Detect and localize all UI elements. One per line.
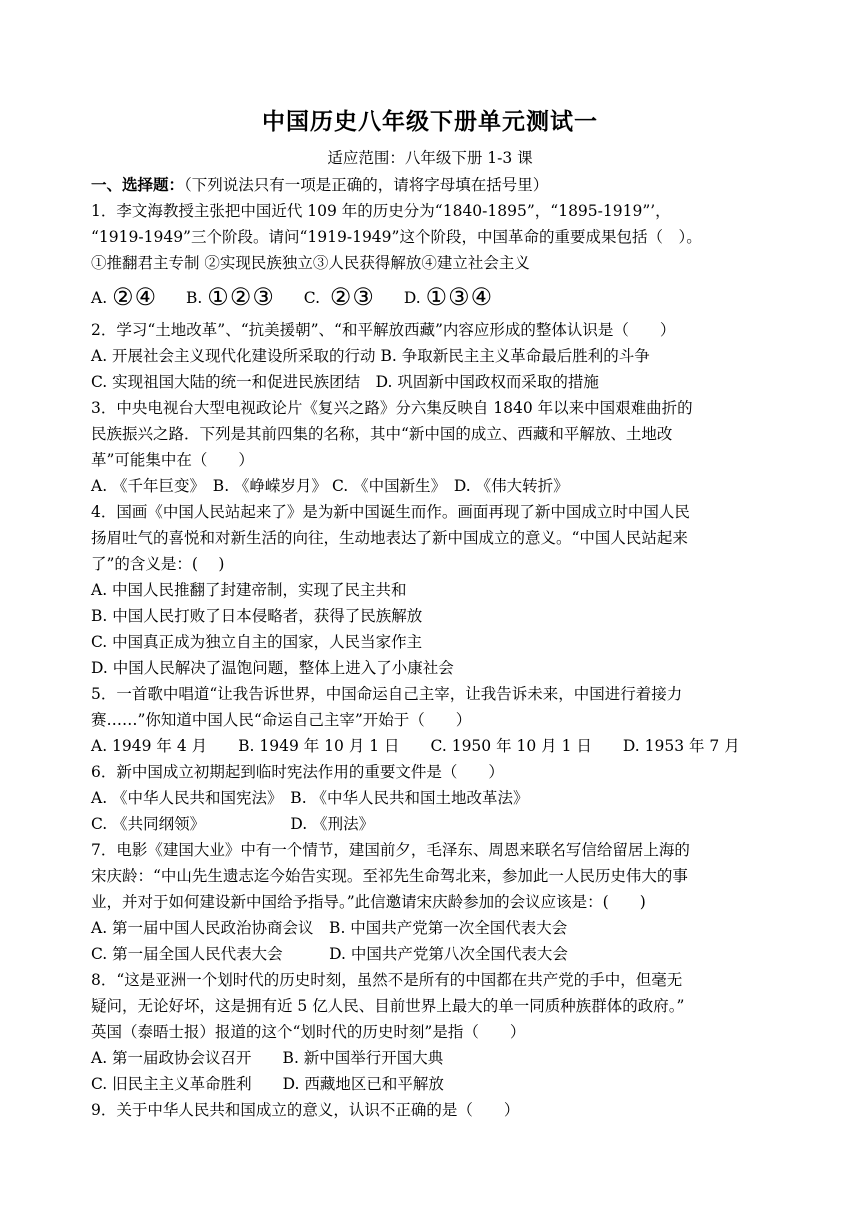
question-text: 3．中央电视台大型电视政论片《复兴之路》分六集反映自 1840 年以来中国艰难曲折的 [91, 399, 693, 417]
question-9 [91, 1097, 771, 1123]
question-text: 扬眉吐气的喜悦和对新生活的向往，生动地表达了新中国成立的意义。“中国人民站起来 [91, 529, 688, 547]
option-letter: A. [91, 289, 108, 307]
question-text: 疑问，无论好坏，这是拥有近 5 亿人民、目前世界上最大的单一同质种族群体的政府。” [91, 997, 685, 1015]
question-options: A. 开展社会主义现代化建设所采取的行动 B. 争取新民主主义革命最后胜利的斗争 [91, 347, 650, 365]
question-text: ①推翻君主专制 ②实现民族独立③人民获得解放④建立社会主义 [91, 254, 530, 272]
question-options: A. 1949 年 4 月 B. 1949 年 10 月 1 日 C. 1950 年 10 月 1 日 D. 1953 年 7 月 [91, 737, 740, 755]
question-options: A. 《中华人民共和国宪法》 B. 《中华人民共和国土地改革法》 [91, 789, 529, 807]
question-2 [91, 317, 771, 395]
exam-content [91, 172, 771, 1123]
question-text: 赛……”你知道中国人民“命运自己主宰”开始于（ ） [91, 711, 472, 729]
option-c: C. 中国真正成为独立自主的国家，人民当家作主 [91, 633, 423, 651]
question-text: 6．新中国成立初期起到临时宪法作用的重要文件是（ ） [91, 763, 504, 781]
option-letter: D. [403, 289, 421, 307]
option-text: ①②③ [207, 283, 275, 311]
question-8 [91, 967, 771, 1097]
question-text: 革”可能集中在（ ） [91, 451, 254, 469]
question-text: 了”的含义是：( ) [91, 555, 225, 573]
option-text: ②③ [329, 283, 375, 311]
question-options: A. 《千年巨变》 B. 《峥嵘岁月》 C. 《中国新生》 D. 《伟大转折》 [91, 477, 569, 495]
question-text: 5．一首歌中唱道“让我告诉世界，中国命运自己主宰，让我告诉未来，中国进行着接力 [91, 685, 683, 703]
option-a: A. 中国人民推翻了封建帝制，实现了民主共和 [91, 581, 407, 599]
option-b: B. 中国人民打败了日本侵略者，获得了民族解放 [91, 607, 423, 625]
question-options: C. 实现祖国大陆的统一和促进民族团结 D. 巩固新中国政权而采取的措施 [91, 373, 599, 391]
question-text: 业，并对于如何建设新中国给予指导。”此信邀请宋庆龄参加的会议应该是：( ) [91, 893, 646, 911]
option-c [304, 279, 375, 316]
question-1-options [91, 279, 771, 315]
question-text: 8．“这是亚洲一个划时代的历史时刻，虽然不是所有的中国都在共产党的手中，但毫无 [91, 971, 683, 989]
question-text: 民族振兴之路．下列是其前四集的名称，其中“新中国的成立、西藏和平解放、土地改 [91, 425, 673, 443]
question-text: 宋庆龄：“中山先生遗志迄今始告实现。至祁先生命驾北来，参加此一人民历史伟大的事 [91, 867, 688, 885]
section-heading: 一、选择题： [91, 175, 185, 194]
question-options: A. 第一届政协会议召开 B. 新中国举行开国大典 [91, 1049, 444, 1067]
page-subtitle: 适应范围：八年级下册 1-3 课 [327, 149, 533, 167]
page-title: 中国历史八年级下册单元测试一 [262, 108, 598, 135]
question-text: 4．国画《中国人民站起来了》是为新中国诞生而作。画面再现了新中国成立时中国人民 [91, 503, 690, 521]
option-text: ②④ [112, 283, 158, 311]
section-heading-line [91, 172, 771, 198]
option-letter: C. [303, 289, 321, 307]
question-3 [91, 395, 771, 499]
option-a [91, 279, 157, 316]
option-d: D. 中国人民解决了温饱问题，整体上进入了小康社会 [91, 659, 454, 677]
question-6 [91, 759, 771, 837]
question-text: 英国（泰晤士报）报道的这个“划时代的历史时刻”是指（ ） [91, 1023, 526, 1041]
question-options: C. 《共同纲领》 D. 《刑法》 [91, 815, 375, 833]
section-instruction: （下列说法只有一项是正确的，请将字母填在括号里） [184, 176, 549, 194]
question-text: 1．李文海教授主张把中国近代 109 年的历史分为“1840-1895”，“1895-1919”’， [91, 202, 671, 220]
question-1 [91, 198, 771, 315]
question-7 [91, 837, 771, 967]
question-text: 7．电影《建国大业》中有一个情节，建国前夕，毛泽东、周恩来联名写信给留居上海的 [91, 841, 690, 859]
option-d [404, 279, 493, 316]
option-text: ①③④ [425, 283, 494, 311]
question-options: C. 第一届全国人民代表大会 D. 中国共产党第八次全国代表大会 [91, 945, 568, 963]
option-b [186, 279, 275, 316]
question-4 [91, 499, 771, 681]
option-letter: B. [186, 289, 203, 307]
question-text: “1919-1949”三个阶段。请问“1919-1949”这个阶段，中国革命的重要成果包括（ ）。 [91, 228, 702, 246]
question-text: 9．关于中华人民共和国成立的意义，认识不正确的是（ ） [91, 1101, 520, 1119]
question-text: 2．学习“土地改革”、“抗美援朝”、“和平解放西藏”内容应形成的整体认识是（ ） [91, 321, 676, 339]
question-options: C. 旧民主主义革命胜利 D. 西藏地区已和平解放 [91, 1075, 444, 1093]
question-5 [91, 681, 771, 759]
question-options: A. 第一届中国人民政治协商会议 B. 中国共产党第一次全国代表大会 [91, 919, 568, 937]
